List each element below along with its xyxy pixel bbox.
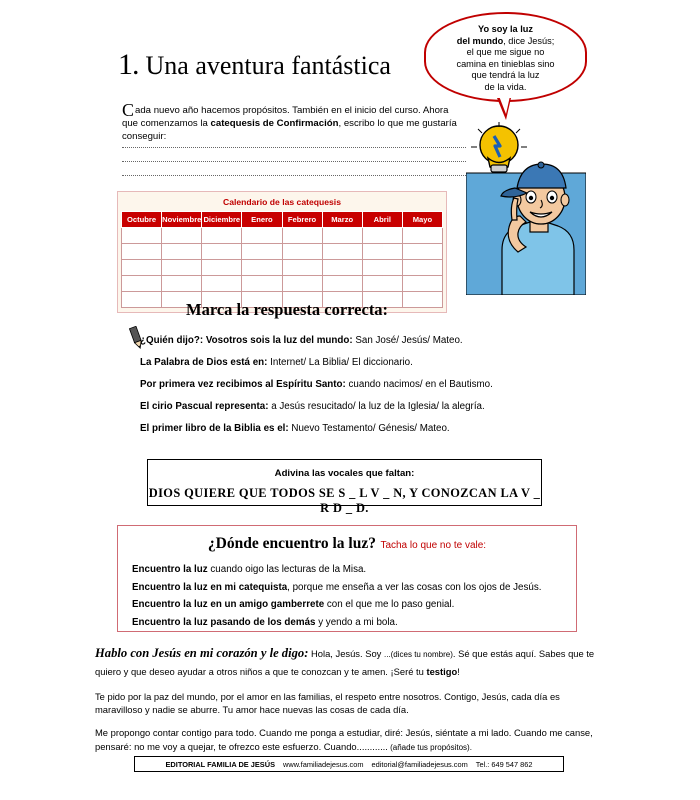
question-options-0[interactable]: San José/ Jesús/ Mateo.	[352, 335, 463, 346]
intro-text-2: Ahora que comenzamos la	[122, 105, 449, 129]
prayer-p3-dots[interactable]: ............	[356, 740, 388, 752]
footer-bar	[134, 756, 564, 772]
calendar-cell[interactable]	[122, 260, 162, 276]
calendar-cell[interactable]	[202, 260, 242, 276]
calendar-cell[interactable]	[242, 228, 282, 244]
calendar-cell[interactable]	[122, 244, 162, 260]
calendar-body	[122, 228, 443, 308]
illustration-boy-with-lightbulb	[466, 120, 586, 295]
footer-editorial: EDITORIAL FAMILIA DE JESÚS	[165, 759, 276, 769]
speech-bubble-line6: que tendrá la luz	[471, 70, 540, 81]
calendar-cell[interactable]	[162, 244, 202, 260]
calendar-cell[interactable]	[242, 244, 282, 260]
prayer-p1-b: . Sé que estás aquí. Sabes que te quiero y que deseo ayudar a otros niños a que te conozcan y te amen. ¡Seré tu	[95, 648, 595, 677]
calendar-cell[interactable]	[402, 260, 442, 276]
speech-bubble-line2: del mundo	[456, 35, 504, 46]
lightbulb-icon	[471, 122, 527, 172]
calendar-header-row	[122, 212, 443, 228]
calendar-cell[interactable]	[282, 244, 322, 260]
luz-line-list	[118, 561, 576, 631]
intro-paragraph	[122, 100, 462, 143]
luz-line-bold-0: Encuentro la luz	[132, 564, 208, 575]
luz-line-bold-2: Encuentro la luz en un amigo gamberrete	[132, 599, 325, 610]
marca-heading: Marca la respuesta correcta:	[186, 300, 389, 319]
calendar-cell[interactable]	[122, 276, 162, 292]
luz-heading: ¿Dónde encuentro la luz?	[207, 535, 376, 552]
calendar-cell[interactable]	[162, 260, 202, 276]
speech-bubble-line5: camina en tinieblas sino	[456, 58, 555, 69]
intro-text-3: , escribo lo que me gustaría conseguir:	[122, 118, 457, 142]
question-prompt-3: El cirio Pascual representa:	[140, 401, 269, 412]
list-item[interactable]	[140, 418, 570, 440]
prayer-p3-a: Me propongo contar contigo para todo. Cuando me ponga a estudiar, diré: Jesús, siéntate a mi lado. Cuando me canse, pensaré: no me voy a quejar, te ofrezco este esfuerzo. Cuando	[95, 727, 593, 752]
calendar-cell[interactable]	[162, 276, 202, 292]
calendar-month-4: Febrero	[282, 212, 322, 228]
prayer-section	[95, 644, 605, 754]
calendar-month-5: Marzo	[322, 212, 362, 228]
table-row[interactable]	[122, 244, 443, 260]
calendar-cell[interactable]	[322, 244, 362, 260]
list-item[interactable]	[140, 330, 570, 352]
calendar-cell[interactable]	[362, 276, 402, 292]
luz-line-rest-1: , porque me enseña a ver las cosas con los ojos de Jesús.	[287, 581, 542, 593]
luz-line-rest-2: con el que me lo paso genial.	[324, 599, 455, 610]
speech-bubble-line7: de la vida.	[484, 81, 527, 92]
prayer-p1-c: !	[457, 666, 460, 677]
calendar-cell[interactable]	[162, 228, 202, 244]
speech-bubble-line4: el que me sigue no	[466, 47, 545, 58]
calendar-cell[interactable]	[242, 276, 282, 292]
calendar-month-7: Mayo	[402, 212, 442, 228]
question-options-3[interactable]: a Jesús resucitado/ la luz de la Iglesia/ la alegría.	[268, 401, 485, 412]
luz-heading-row	[118, 535, 576, 553]
list-item[interactable]	[140, 352, 570, 374]
speech-bubble-tail-inner	[499, 96, 510, 114]
footer-phone: Tel.: 649 547 862	[475, 759, 533, 769]
table-row[interactable]	[122, 228, 443, 244]
intro-bold-1: catequesis de Confirmación	[210, 118, 339, 129]
calendar-cell[interactable]	[122, 292, 162, 308]
luz-subheading: Tacha lo que no te vale:	[380, 540, 487, 551]
prayer-paragraph-2: Te pido por la paz del mundo, por el amor en las familias, el respeto entre nosotros. Contigo, Jesús, cada día es maravilloso y nadie se aburre. Tu amor hace nuevas las cosas de cada día.	[95, 691, 560, 716]
prayer-paragraph-1	[95, 648, 594, 677]
calendar-cell[interactable]	[402, 228, 442, 244]
prayer-p1-note: ...(dices tu nombre)	[383, 650, 453, 659]
calendar-cell[interactable]	[362, 244, 402, 260]
prayer-p1-bold: testigo	[426, 666, 458, 677]
calendar-cell[interactable]	[282, 276, 322, 292]
calendar-month-0: Octubre	[122, 212, 162, 228]
calendar-table	[121, 211, 443, 308]
calendar-cell[interactable]	[322, 228, 362, 244]
table-row[interactable]	[122, 260, 443, 276]
calendar-cell[interactable]	[362, 260, 402, 276]
list-item[interactable]	[132, 596, 576, 614]
luz-line-bold-1: Encuentro la luz en mi catequista	[132, 581, 288, 593]
list-item[interactable]	[132, 579, 576, 597]
table-row[interactable]	[122, 276, 443, 292]
list-item[interactable]	[140, 374, 570, 396]
calendar-block	[117, 191, 447, 313]
calendar-cell[interactable]	[202, 228, 242, 244]
calendar-month-3: Enero	[242, 212, 282, 228]
prayer-p1-a: Hola, Jesús. Soy	[308, 648, 384, 659]
calendar-cell[interactable]	[282, 260, 322, 276]
write-line-2[interactable]	[122, 160, 466, 162]
page-title	[118, 48, 448, 82]
speech-bubble-line1: Yo soy la luz	[478, 24, 533, 34]
question-options-1[interactable]: Internet/ La Biblia/ El diccionario.	[267, 357, 413, 368]
calendar-cell[interactable]	[202, 276, 242, 292]
calendar-cell[interactable]	[402, 276, 442, 292]
calendar-cell[interactable]	[402, 292, 442, 308]
question-prompt-0: ¿Quién dijo?: Vosotros sois la luz del mundo:	[140, 335, 353, 346]
calendar-cell[interactable]	[322, 276, 362, 292]
speech-bubble	[424, 12, 587, 102]
intro-dropcap: C	[122, 100, 135, 120]
calendar-cell[interactable]	[202, 244, 242, 260]
speech-bubble-line3: , dice Jesús;	[503, 35, 555, 46]
calendar-cell[interactable]	[322, 260, 362, 276]
calendar-title: Calendario de las catequesis	[223, 197, 341, 207]
title-text: Una aventura fantástica	[145, 51, 391, 80]
luz-box	[117, 525, 577, 632]
question-prompt-1: La Palabra de Dios está en:	[140, 357, 268, 368]
calendar-cell[interactable]	[242, 260, 282, 276]
write-line-1[interactable]	[122, 146, 466, 148]
calendar-month-6: Abril	[362, 212, 402, 228]
calendar-month-1: Noviembre	[162, 212, 202, 228]
question-prompt-2: Por primera vez recibimos al Espíritu Santo:	[140, 379, 346, 390]
luz-line-rest-0: cuando oigo las lecturas de la Misa.	[207, 564, 367, 575]
footer-email[interactable]: editorial@familiadejesus.com	[371, 759, 468, 769]
calendar-cell[interactable]	[122, 228, 162, 244]
calendar-cell[interactable]	[402, 244, 442, 260]
question-prompt-4: El primer libro de la Biblia es el:	[140, 423, 289, 434]
list-item[interactable]	[132, 614, 576, 632]
title-number: 1.	[118, 48, 139, 81]
luz-line-bold-3: Encuentro la luz pasando de los demás	[132, 616, 316, 628]
question-options-4[interactable]: Nuevo Testamento/ Génesis/ Mateo.	[288, 423, 450, 434]
adivina-heading: Adivina las vocales que faltan:	[274, 468, 415, 479]
prayer-lead: Hablo con Jesús en mi corazón y le digo:	[95, 646, 309, 660]
calendar-cell[interactable]	[282, 228, 322, 244]
prayer-paragraph-3	[95, 726, 605, 753]
adivina-phrase[interactable]: DIOS QUIERE QUE TODOS SE S _ L V _ N, Y CONOZCAN LA V _ R D _ D.	[148, 486, 541, 515]
illustration-svg	[466, 120, 586, 295]
question-list	[140, 330, 570, 440]
intro-text-1: ada nuevo año hacemos propósitos. También en el inicio del curso.	[135, 105, 421, 116]
list-item[interactable]	[132, 561, 576, 579]
calendar-month-2: Diciembre	[202, 212, 242, 228]
prayer-p3-note: (añade tus propósitos).	[387, 742, 472, 752]
question-options-2[interactable]: cuando nacimos/ en el Bautismo.	[345, 379, 493, 390]
write-line-3[interactable]	[122, 174, 466, 176]
luz-line-rest-3: y yendo a mi bola.	[315, 616, 398, 628]
calendar-cell[interactable]	[362, 228, 402, 244]
footer-web[interactable]: www.familiadejesus.com	[283, 759, 364, 769]
adivina-box	[147, 459, 542, 515]
list-item[interactable]	[140, 396, 570, 418]
